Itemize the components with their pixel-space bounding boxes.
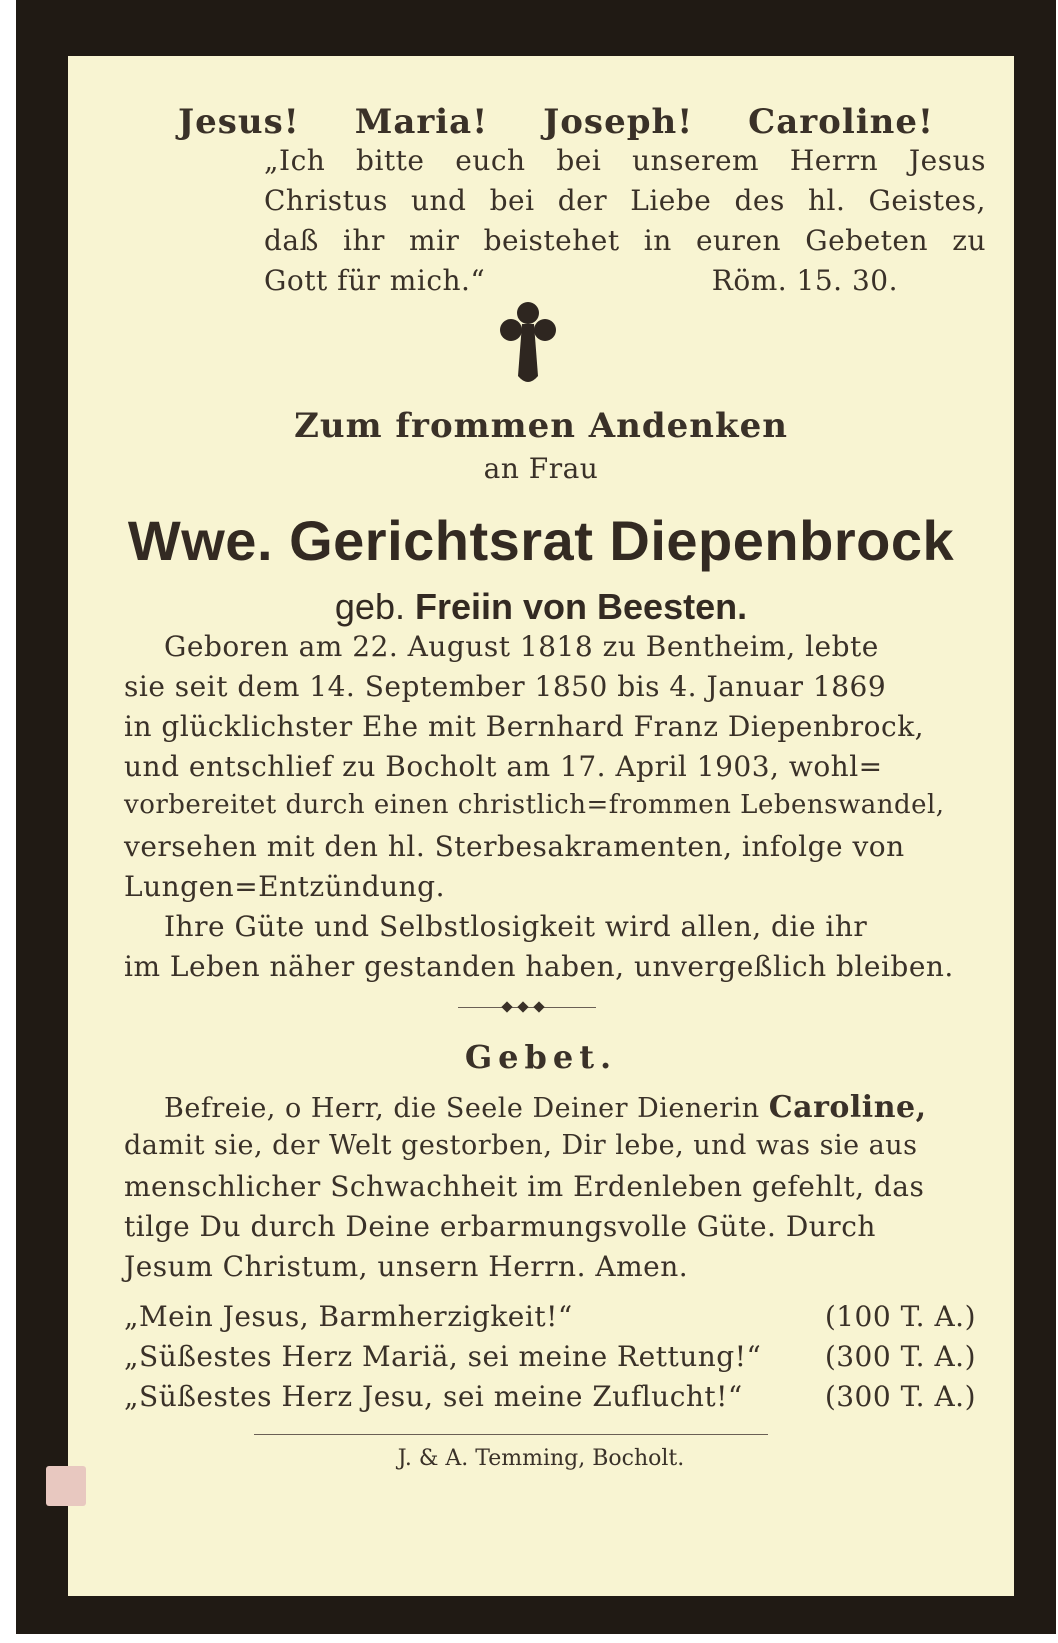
- verse-word: daß: [264, 224, 319, 257]
- verse-word: und: [410, 184, 467, 217]
- biography-line: in glücklichster Ehe mit Bernhard Franz Diepenbrock,: [124, 710, 925, 743]
- invocation-joseph: Joseph!: [543, 102, 694, 142]
- verse-word: euren: [695, 224, 782, 257]
- verse-reference: Röm. 15. 30.: [711, 264, 898, 297]
- indulgence-days: (300 T. A.): [824, 1380, 976, 1413]
- indulgence-prayer: „Süßestes Herz Mariä, sei meine Rettung!“: [124, 1340, 762, 1373]
- verse-word: unserem: [632, 144, 760, 177]
- prayer-title: Gebet.: [464, 1038, 618, 1076]
- verse-word: beistehet: [483, 224, 620, 257]
- biography-line: Geboren am 22. August 1818 zu Bentheim, lebte: [164, 630, 879, 663]
- verse-word: Herrn: [789, 144, 879, 177]
- birth-name-prefix: geb.: [334, 586, 405, 627]
- biography-line: sie seit dem 14. September 1850 bis 4. Januar 1869: [124, 670, 887, 703]
- verse-word: bei: [489, 184, 535, 217]
- prayer-deceased-name: Caroline,: [768, 1090, 927, 1125]
- verse-word: Liebe: [630, 184, 712, 217]
- verse-word: der: [557, 184, 608, 217]
- biography-line: versehen mit den hl. Sterbesakramenten, infolge von: [124, 830, 905, 863]
- deceased-name: Wwe. Gerichtsrat Diepenbrock: [127, 509, 955, 572]
- verse-line-3: [264, 224, 986, 257]
- verse-word: Christus: [264, 184, 388, 217]
- verse-word: Jesus: [908, 144, 986, 177]
- black-mourning-border: [16, 0, 1056, 1634]
- indulgence-prayer: „Mein Jesus, Barmherzigkeit!“: [124, 1300, 573, 1333]
- prayer-line: tilge Du durch Deine erbarmungsvolle Güte. Durch: [124, 1210, 876, 1243]
- verse-last-line: Gott für mich.“: [264, 264, 486, 297]
- verse-word: ihr: [343, 224, 385, 257]
- verse-word: in: [643, 224, 672, 257]
- tribute-line: im Leben näher gestanden haben, unvergeßlich bleiben.: [124, 950, 954, 983]
- tribute-line: Ihre Güte und Selbstlosigkeit wird allen, die ihr: [164, 910, 868, 943]
- verse-word: bei: [556, 144, 602, 177]
- verse-word: „Ich: [264, 144, 326, 177]
- printer-rule: [254, 1434, 768, 1435]
- divider-diamond: [533, 1001, 544, 1012]
- biography-line: und entschlief zu Bocholt am 17. April 1903, wohl=: [124, 750, 883, 783]
- verse-word: Gebeten: [805, 224, 929, 257]
- verse-word: euch: [455, 144, 526, 177]
- biography-last-line: Lungen=Entzündung.: [124, 870, 446, 903]
- verse-line-2: [264, 184, 986, 217]
- prayer-first-line-text: Befreie, o Herr, die Seele Deiner Dienerin: [164, 1093, 760, 1124]
- verse-word: Geistes,: [868, 184, 986, 217]
- prayer-first-line: [164, 1090, 927, 1125]
- printer-imprint: J. & A. Temming, Bocholt.: [397, 1446, 685, 1471]
- prayer-last-line: Jesum Christum, unsern Herrn. Amen.: [124, 1250, 689, 1283]
- cross-icon: [498, 300, 558, 388]
- invocation-maria: Maria!: [354, 102, 489, 142]
- memorial-subheading: an Frau: [483, 452, 599, 485]
- memorial-heading: Zum frommen Andenken: [294, 406, 788, 446]
- divider-diamond: [517, 1001, 528, 1012]
- invocation-line: [178, 102, 934, 142]
- archive-stamp: [46, 1466, 86, 1506]
- prayer-line: menschlicher Schwachheit im Erdenleben gefehlt, das: [124, 1170, 925, 1203]
- biography-line: vorbereitet durch einen christlich=frommen Lebenswandel,: [124, 790, 945, 820]
- invocation-caroline: Caroline!: [748, 102, 934, 142]
- prayer-line: damit sie, der Welt gestorben, Dir lebe, und was sie aus: [124, 1130, 918, 1161]
- verse-line-1: [264, 144, 986, 177]
- card-paper: [68, 56, 1014, 1596]
- indulgence-prayer: „Süßestes Herz Jesu, sei meine Zuflucht!“: [124, 1380, 743, 1413]
- indulgence-days: (300 T. A.): [824, 1340, 976, 1373]
- verse-word: zu: [952, 224, 986, 257]
- verse-word: mir: [409, 224, 460, 257]
- birth-name: Freiin von Beesten.: [415, 586, 748, 627]
- invocation-jesus: Jesus!: [178, 102, 300, 142]
- verse-word: bitte: [356, 144, 425, 177]
- divider-diamond: [501, 1001, 512, 1012]
- indulgence-days: (100 T. A.): [824, 1300, 976, 1333]
- verse-word: des: [734, 184, 785, 217]
- birth-name-line: [68, 586, 1014, 628]
- verse-word: hl.: [808, 184, 846, 217]
